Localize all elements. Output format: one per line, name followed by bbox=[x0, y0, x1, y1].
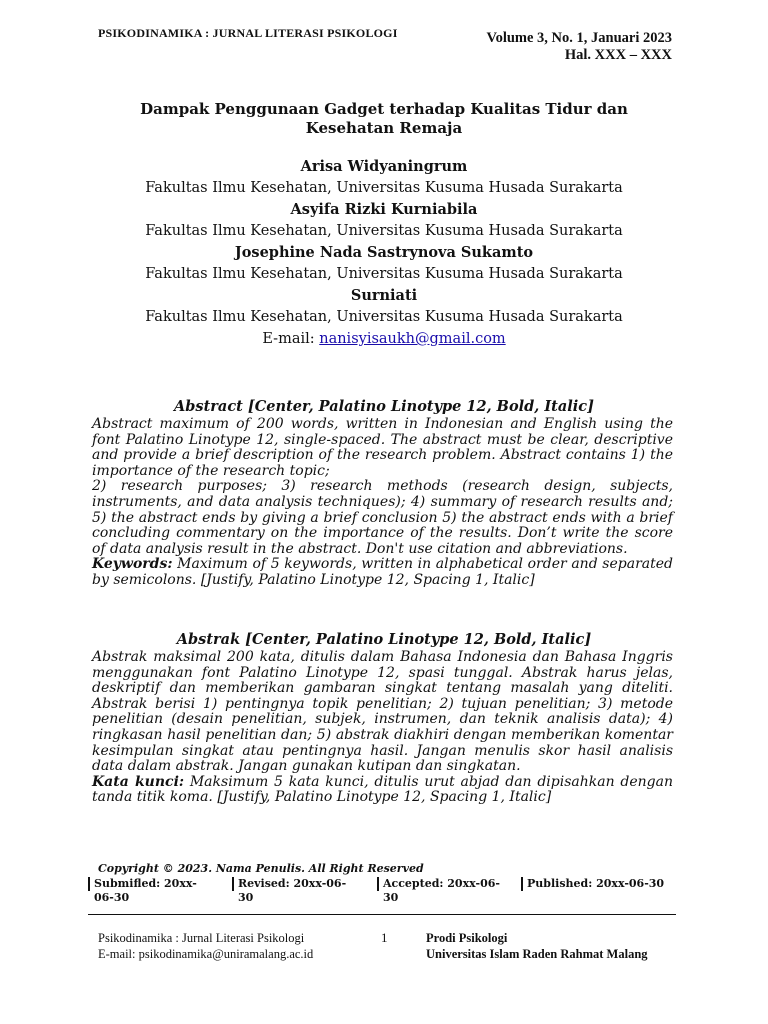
submitted-date: Submifled: 20xx-06-30 bbox=[88, 877, 214, 891]
abstract-body bbox=[92, 417, 673, 589]
kata-kunci bbox=[92, 775, 673, 806]
abstract-paragraph: 2) research purposes; 3) research methods (research design, subjects, instruments, and data analysis techniques); 4) summary of research results and; 5) the abstract ends by giving a brief conclusion 5) the abstract ends with a brief concluding commentary on the importance of the results. Don’t write the score of data analysis result in the abstract. Don't use citation and abbreviations. bbox=[92, 478, 673, 557]
copyright-notice: Copyright © 2023. Nama Penulis. All Right Reserved bbox=[98, 862, 424, 875]
keywords-label: Keywords: bbox=[92, 556, 173, 573]
kata-kunci-label: Kata kunci: bbox=[92, 773, 185, 790]
author-affiliation: Fakultas Ilmu Kesehatan, Universitas Kusuma Husada Surakarta bbox=[145, 309, 623, 325]
author-affiliation: Fakultas Ilmu Kesehatan, Universitas Kusuma Husada Surakarta bbox=[145, 223, 623, 239]
author-name: Asyifa Rizki Kurniabila bbox=[290, 201, 478, 218]
footer-journal: Psikodinamika : Jurnal Literasi Psikologi bbox=[98, 931, 305, 945]
journal-header: PSIKODINAMIKA : JURNAL LITERASI PSIKOLOGI bbox=[98, 26, 398, 40]
email-line bbox=[90, 328, 678, 350]
accepted-date: Accepted: 20xx-06-30 bbox=[377, 877, 503, 891]
abstract-paragraph: Abstract maximum of 200 words, written in Indonesian and English using the font Palatino Linotype 12, single-spaced. The abstract must be clear, descriptive and provide a brief description of the research problem. Abstract contains 1) the importance of the research topic; bbox=[92, 416, 673, 479]
email-link[interactable]: nanisyisaukh@gmail.com bbox=[319, 331, 506, 347]
author-affiliation: Fakultas Ilmu Kesehatan, Universitas Kusuma Husada Surakarta bbox=[145, 266, 623, 282]
author-affiliation: Fakultas Ilmu Kesehatan, Universitas Kusuma Husada Surakarta bbox=[145, 180, 623, 196]
volume-info bbox=[486, 30, 672, 64]
author-block bbox=[90, 156, 678, 350]
keywords bbox=[92, 557, 673, 588]
abstract-heading: Abstract [Center, Palatino Linotype 12, Bold, Italic] bbox=[174, 398, 594, 415]
footer-dept: Prodi Psikologi bbox=[426, 931, 508, 945]
footer-university: Universitas Islam Raden Rahmat Malang bbox=[426, 947, 648, 961]
abstrak-heading: Abstrak [Center, Palatino Linotype 12, Bold, Italic] bbox=[176, 631, 592, 648]
footer-institution bbox=[426, 930, 648, 962]
author-name: Arisa Widyaningrum bbox=[300, 158, 468, 175]
footer-email: E-mail: psikodinamika@uniramalang.ac.id bbox=[98, 947, 314, 961]
kata-kunci-text: Maksimum 5 kata kunci, ditulis urut abjad dan dipisahkan dengan tanda titik koma. [Justify, Palatino Linotype 12, Spacing 1, Italic] bbox=[92, 773, 673, 806]
volume-issue: Volume 3, No. 1, Januari 2023 bbox=[486, 30, 672, 46]
published-date: Published: 20xx-06-30 bbox=[521, 877, 677, 891]
page-range: Hal. XXX – XXX bbox=[564, 47, 672, 63]
abstrak-paragraph: Abstrak maksimal 200 kata, ditulis dalam Bahasa Indonesia dan Bahasa Inggris menggunakan font Palatino Linotype 12, spasi tunggal. Abstrak harus jelas, deskriptif dan memberikan gambaran singkat tentang masalah yang diteliti. Abstrak berisi 1) pentingnya topik penelitian; 2) tujuan penelitian; 3) metode penelitian (desain penelitian, subjek, instrumen, dan teknik analisis data); 4) ringkasan hasil penelitian dan; 5) abstrak diakhiri dengan memberikan komentar kesimpulan singkat atau pentingnya hasil. Jangan menulis skor hasil analisis data dalam abstrak. Jangan gunakan kutipan dan singkatan. bbox=[92, 649, 673, 775]
revised-date: Revised: 20xx-06-30 bbox=[232, 877, 358, 891]
page-number: 1 bbox=[381, 930, 388, 945]
footer-journal-info bbox=[98, 930, 313, 962]
title-line-2: Kesehatan Remaja bbox=[305, 119, 463, 137]
footer-divider bbox=[88, 914, 676, 915]
keywords-text: Maximum of 5 keywords, written in alphabetical order and separated by semicolons. [Justify, Palatino Linotype 12, Spacing 1, Italic] bbox=[92, 556, 673, 588]
article-dates bbox=[88, 877, 678, 907]
email-label: E-mail: bbox=[262, 331, 320, 347]
article-title bbox=[90, 100, 678, 138]
author-name: Surniati bbox=[350, 287, 418, 304]
author-name: Josephine Nada Sastrynova Sukamto bbox=[234, 244, 534, 261]
title-line-1: Dampak Penggunaan Gadget terhadap Kualitas Tidur dan bbox=[140, 100, 628, 118]
abstrak-body bbox=[92, 650, 673, 806]
